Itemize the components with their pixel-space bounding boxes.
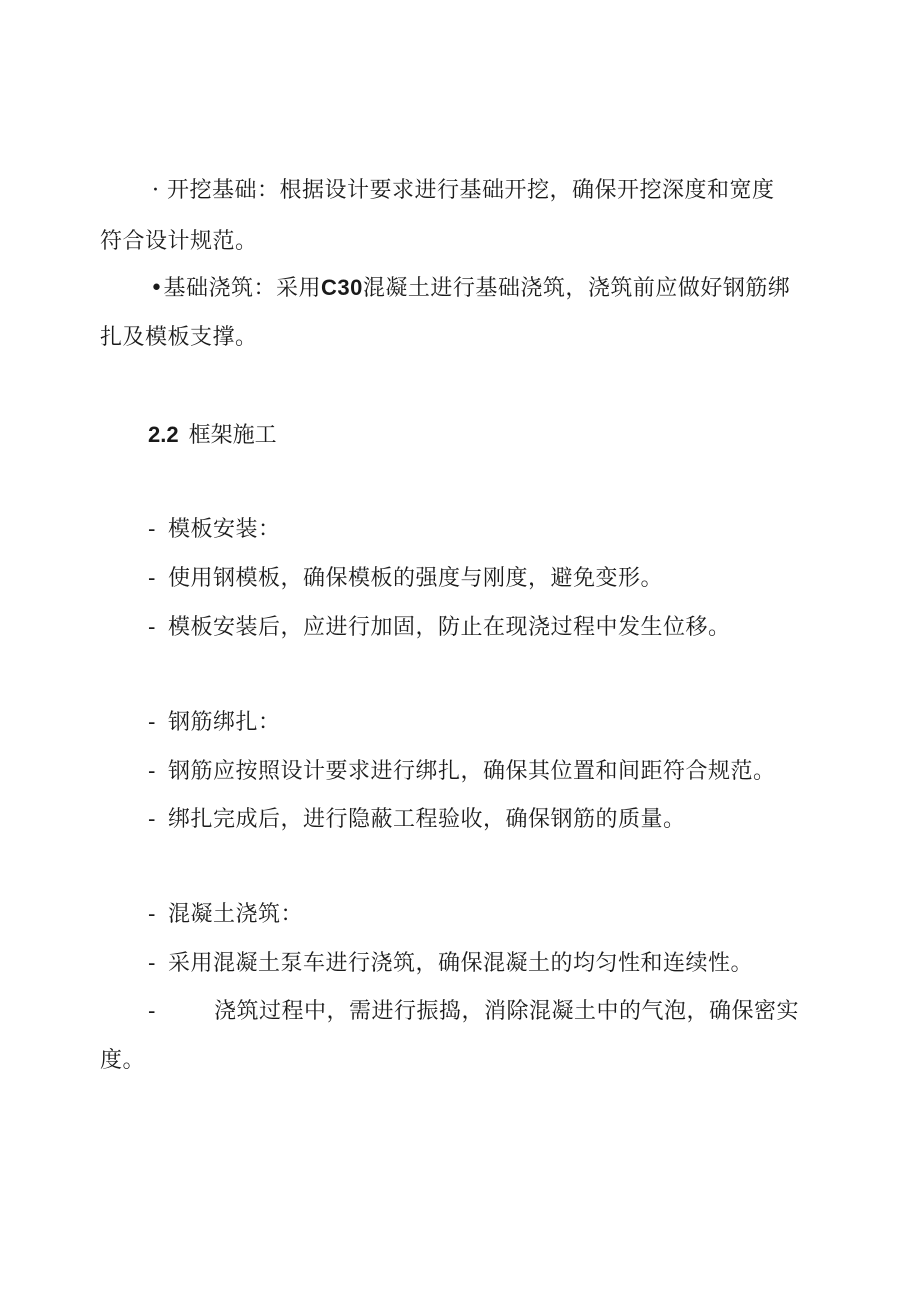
bullet-text-pre: 基础浇筑：采用 <box>163 276 321 301</box>
list-item <box>148 805 686 835</box>
dash-mark: - <box>148 759 156 784</box>
section-heading <box>148 420 277 451</box>
bullet-text-post: 混凝土进行基础浇筑，浇筑前应做好钢筋绑 <box>362 276 791 301</box>
bullet-item-excavation-cont <box>100 227 258 257</box>
group-title-text: 模板安装： <box>168 517 281 542</box>
bullet-text: 开挖基础：根据设计要求进行基础开挖，确保开挖深度和宽度 <box>167 178 775 203</box>
bullet-item-excavation <box>152 176 775 206</box>
list-item <box>148 997 799 1027</box>
dash-mark: - <box>148 951 156 976</box>
bullet-text-cont: 符合设计规范。 <box>100 229 258 254</box>
list-item-text: 使用钢模板，确保模板的强度与刚度，避免变形。 <box>168 566 664 591</box>
bullet-text-cont: 扎及模板支撑。 <box>100 325 258 350</box>
concrete-grade: C30 <box>321 275 363 300</box>
list-item-text: 钢筋应按照设计要求进行绑扎，确保其位置和间距符合规范。 <box>168 759 776 784</box>
dash-mark: - <box>148 517 156 542</box>
dash-mark: - <box>148 615 156 640</box>
group-title-text: 混凝土浇筑： <box>168 902 304 927</box>
list-item-cont <box>100 1046 145 1076</box>
list-item-text-cont: 度。 <box>100 1048 146 1073</box>
bullet-mark: · <box>152 178 160 203</box>
list-item-text: 浇筑过程中，需进行振捣，消除混凝土中的气泡，确保密实 <box>214 999 800 1024</box>
section-title: 框架施工 <box>188 423 277 448</box>
section-number: 2.2 <box>148 422 179 447</box>
group-title-concrete <box>148 900 303 930</box>
dash-mark: - <box>148 902 156 927</box>
list-item <box>148 564 663 594</box>
bullet-item-pouring-cont <box>100 323 258 353</box>
list-item-text: 绑扎完成后，进行隐蔽工程验收，确保钢筋的质量。 <box>168 807 686 832</box>
dash-mark: - <box>148 566 156 591</box>
group-title-text: 钢筋绑扎： <box>168 710 281 735</box>
dash-mark: - <box>148 710 156 735</box>
list-item <box>148 949 753 979</box>
list-item-text: 模板安装后，应进行加固，防止在现浇过程中发生位移。 <box>168 615 731 640</box>
group-title-formwork <box>148 515 281 545</box>
bullet-item-pouring <box>150 273 790 304</box>
list-item <box>148 613 731 643</box>
list-item <box>148 757 776 787</box>
bullet-mark: • <box>150 276 164 301</box>
list-item-text: 采用混凝土泵车进行浇筑，确保混凝土的均匀性和连续性。 <box>168 951 754 976</box>
dash-mark: - <box>148 999 156 1024</box>
dash-mark: - <box>148 807 156 832</box>
group-title-rebar <box>148 708 281 738</box>
